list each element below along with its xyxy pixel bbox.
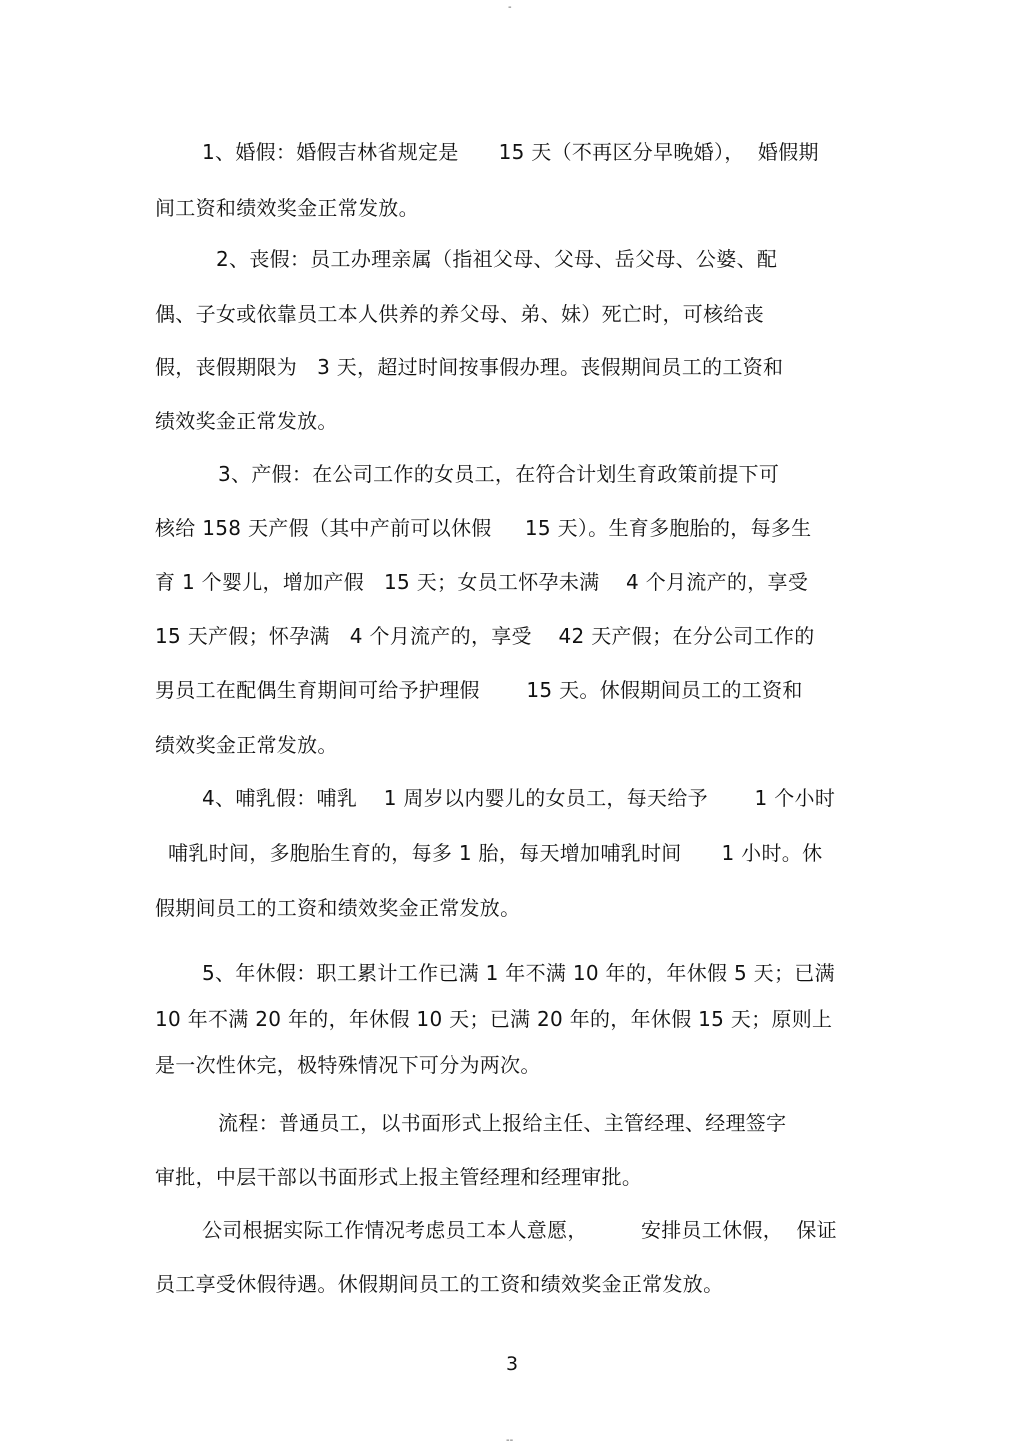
page-number: 3 [505,1353,519,1375]
text-line: 男员工在配偶生育期间可给予护理假 15 天。休假期间员工的工资和 [155,678,803,702]
text-line: 是一次性休完，极特殊情况下可分为两次。 [155,1053,541,1077]
text-line: 4、哺乳假：哺乳 1 周岁以内婴儿的女员工，每天给予 1 个小时 [202,786,836,810]
text-line: 核给 158 天产假（其中产前可以休假 15 天）。生育多胞胎的，每多生 [155,516,812,540]
text-line: 间工资和绩效奖金正常发放。 [155,196,419,220]
header-mark: - [508,2,512,13]
text-line: 流程：普通员工，以书面形式上报给主任、主管经理、经理签字 [218,1111,787,1135]
text-line: 育 1 个婴儿，增加产假 15 天；女员工怀孕未满 4 个月流产的，享受 [155,570,809,594]
text-line: 绩效奖金正常发放。 [155,733,338,757]
text-line: 审批，中层干部以书面形式上报主管经理和经理审批。 [155,1165,643,1189]
text-line: 绩效奖金正常发放。 [155,409,338,433]
text-line: 哺乳时间，多胞胎生育的，每多 1 胎，每天增加哺乳时间 1 小时。休 [168,841,823,865]
text-line: 5、年休假：职工累计工作已满 1 年不满 10 年的，年休假 5 天；已满 [202,961,835,985]
text-line: 2、丧假：员工办理亲属（指祖父母、父母、岳父母、公婆、配 [216,247,778,271]
text-line: 3、产假：在公司工作的女员工，在符合计划生育政策前提下可 [218,462,780,486]
text-line: 假，丧假期限为 3 天，超过时间按事假办理。丧假期间员工的工资和 [155,355,784,379]
text-line: 15 天产假；怀孕满 4 个月流产的，享受 42 天产假；在分公司工作的 [155,624,815,648]
footer-mark: -- [506,1435,514,1446]
text-line: 10 年不满 20 年的，年休假 10 天；已满 20 年的，年休假 15 天；原则上 [155,1007,833,1031]
text-line: 偶、子女或依靠员工本人供养的养父母、弟、妹）死亡时，可核给丧 [155,302,764,326]
text-line: 1、婚假：婚假吉林省规定是 15 天（不再区分早晚婚）， 婚假期 [202,140,819,164]
text-line: 假期间员工的工资和绩效奖金正常发放。 [155,896,521,920]
text-line: 公司根据实际工作情况考虑员工本人意愿， 安排员工休假， 保证 [202,1218,837,1242]
text-line: 员工享受休假待遇。休假期间员工的工资和绩效奖金正常发放。 [155,1272,724,1296]
